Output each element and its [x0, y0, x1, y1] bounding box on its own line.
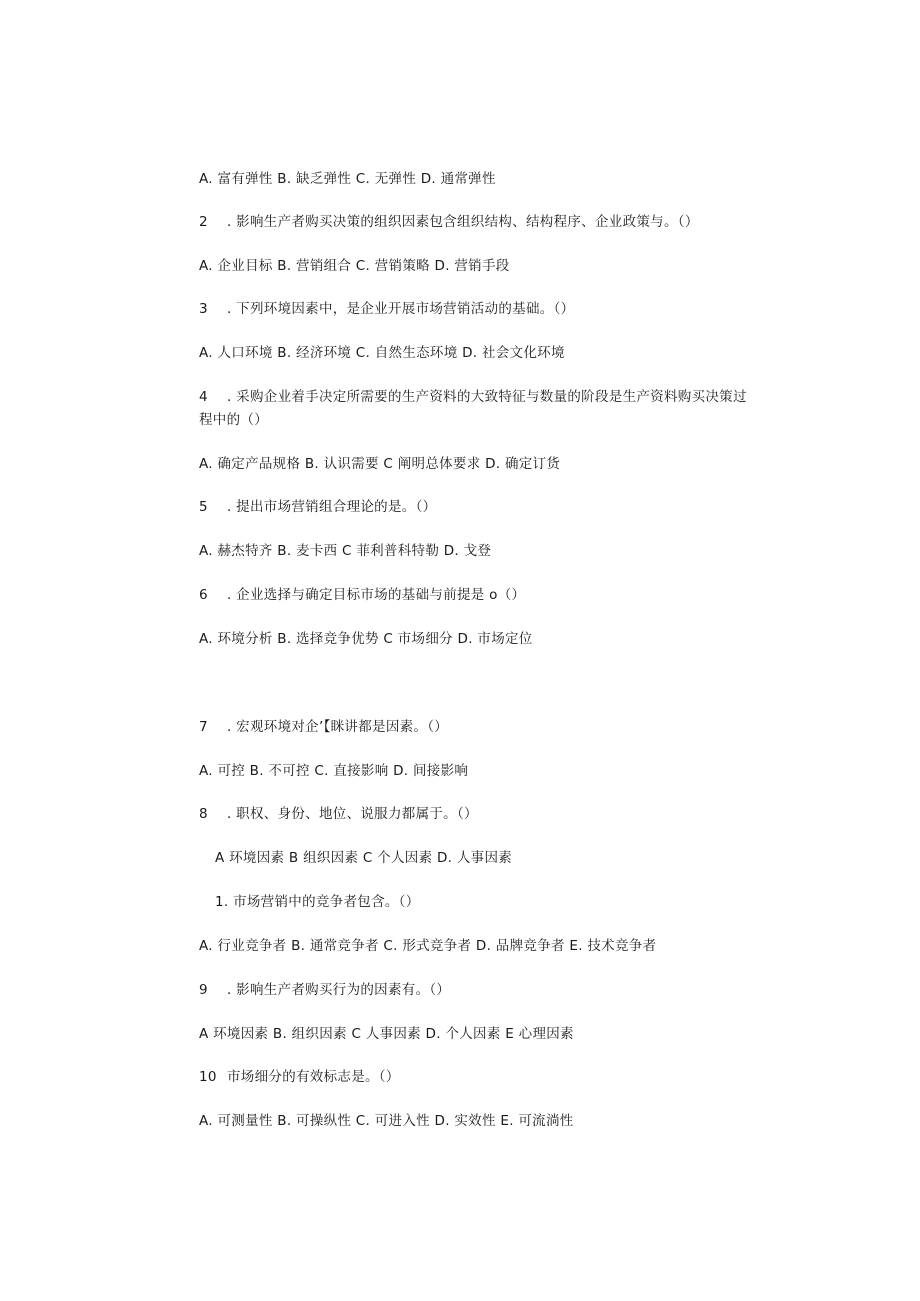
option-text: A. 可控 B. 不可控 C. 直接影响 D. 间接影响: [199, 763, 469, 779]
question-2: [199, 212, 699, 232]
option-line-q8: [215, 848, 512, 868]
question-10: [199, 1067, 400, 1087]
question-4-continuation: [199, 410, 268, 430]
option-text: A. 企业目标 B. 营销组合 C. 营销策略 D. 营销手段: [199, 258, 510, 274]
question-number: 6: [199, 587, 208, 603]
option-line-q3: [199, 343, 565, 363]
question-5: [199, 497, 436, 517]
option-text: A. 环境分析 B. 选择竞争优势 C 市场细分 D. 市场定位: [199, 631, 533, 647]
question-number: 3: [199, 301, 208, 317]
question-text: 市场细分的有效标志是。（）: [227, 1069, 400, 1085]
question-number: 7: [199, 719, 208, 735]
option-text: A 环境因素 B 组织因素 C 个人因素 D. 人事因素: [215, 850, 513, 866]
option-text: A. 确定产品规格 B. 认识需要 C 阐明总体要求 D. 确定订货: [199, 456, 561, 472]
question-number: 5: [199, 499, 208, 515]
option-line-q10: [199, 1111, 574, 1131]
option-line-q7: [199, 761, 468, 781]
question-6: [199, 585, 525, 605]
question-number: 2: [199, 214, 208, 230]
question-4: [199, 387, 747, 407]
question-text: . 宏观环境对企’【眯讲都是因素。（）: [227, 719, 449, 735]
question-number: 8: [199, 806, 208, 822]
question-number: 9: [199, 982, 208, 998]
question-9: [199, 980, 450, 1000]
question-3: [199, 299, 574, 319]
question-text: . 企业选择与确定目标市场的基础与前提是 o（）: [227, 587, 526, 603]
option-line-m1: [199, 936, 656, 956]
option-text: A. 行业竞争者 B. 通常竞争者 C. 形式竞争者 D. 品牌竞争者 E. 技术竞争者: [199, 938, 657, 954]
question-text: 1. 市场营销中的竞争者包含。（）: [215, 894, 420, 910]
option-line-q4: [199, 454, 560, 474]
option-line-q2: [199, 256, 510, 276]
option-text: A. 人口环境 B. 经济环境 C. 自然生态环境 D. 社会文化环境: [199, 345, 565, 361]
question-text: . 影响生产者购买决策的组织因素包含组织结构、结构程序、企业政策与。（）: [227, 214, 699, 230]
question-7: [199, 717, 448, 737]
multi-question-1: [215, 892, 420, 912]
option-text: A. 富有弹性 B. 缺乏弹性 C. 无弹性 D. 通常弹性: [199, 171, 496, 187]
option-line-q5: [199, 541, 491, 561]
question-text: . 采购企业着手决定所需要的生产资料的大致特征与数量的阶段是生产资料购买决策过: [227, 389, 747, 405]
option-text: A. 赫杰特齐 B. 麦卡西 C 菲利普科特勒 D. 戈登: [199, 543, 492, 559]
question-number: 10: [199, 1069, 217, 1085]
question-number: 4: [199, 389, 208, 405]
question-text: 程中的（）: [199, 412, 268, 428]
question-text: . 下列环境因素中，是企业开展市场营销活动的基础。（）: [227, 301, 575, 317]
option-text: A. 可测量性 B. 可操纵性 C. 可进入性 D. 实效性 E. 可流淌性: [199, 1113, 574, 1129]
option-line-q1: [199, 169, 496, 189]
option-line-q6: [199, 629, 533, 649]
question-8: [199, 804, 478, 824]
question-text: . 职权、身份、地位、说服力都属于。（）: [227, 806, 478, 822]
question-text: . 影响生产者购买行为的因素有。（）: [227, 982, 451, 998]
question-text: . 提出市场营销组合理论的是。（）: [227, 499, 437, 515]
option-line-q9: [199, 1024, 574, 1044]
option-text: A 环境因素 B. 组织因素 C 人事因素 D. 个人因素 E 心理因素: [199, 1026, 574, 1042]
